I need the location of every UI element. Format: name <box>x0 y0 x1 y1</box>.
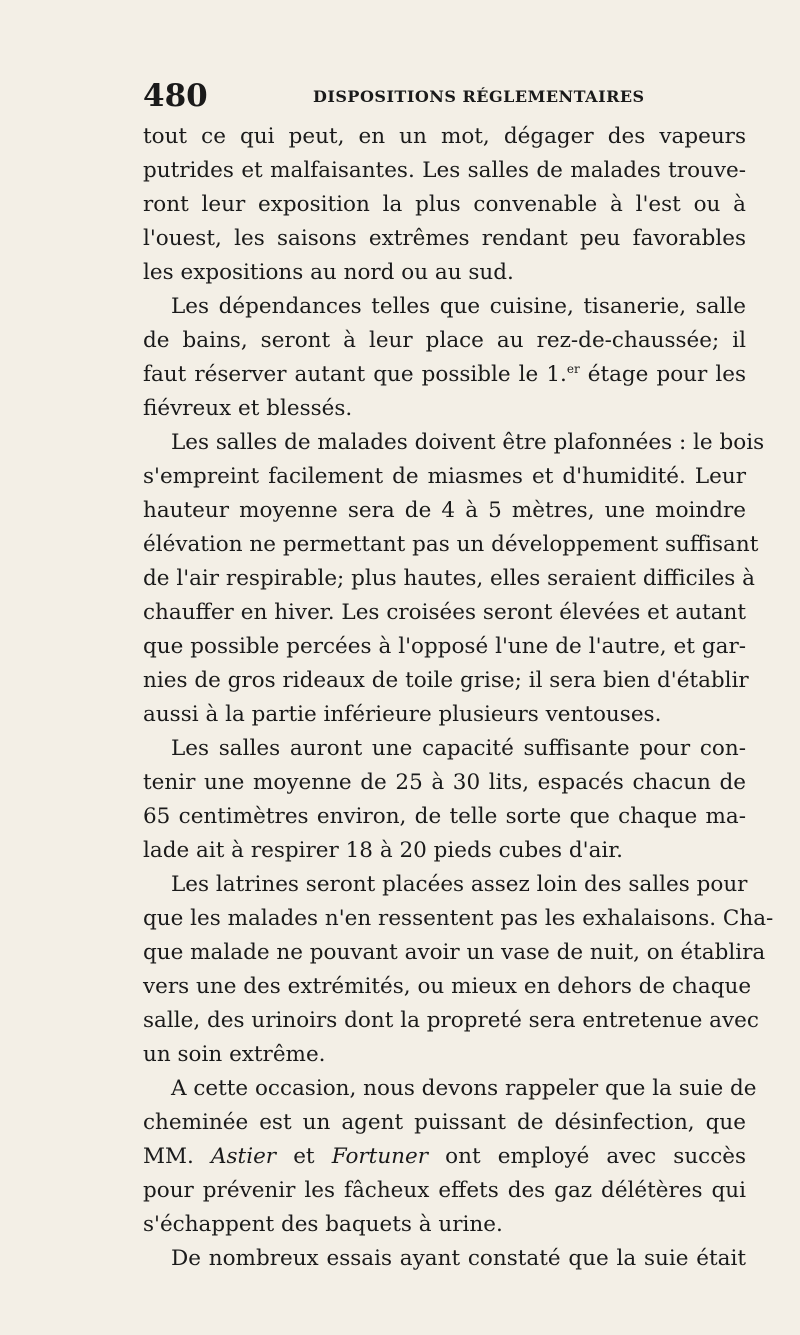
text-fragment: ont employé avec succès <box>428 1144 746 1169</box>
text-line: s'échappent des baquets à urine. <box>143 1212 503 1237</box>
text-line: fiévreux et blessés. <box>143 396 353 421</box>
text-line: pour prévenir les fâcheux effets des gaz délétères qui <box>143 1178 746 1203</box>
text-line: chauffer en hiver. Les croisées seront élevées et autant <box>143 600 746 625</box>
text-line: hauteur moyenne sera de 4 à 5 mètres, une moindre <box>143 498 746 523</box>
text-line: s'empreint facilement de miasmes et d'humidité. Leur <box>143 464 746 489</box>
text-line: A cette occasion, nous devons rappeler que la suie de <box>171 1076 757 1101</box>
text-line <box>143 358 746 392</box>
text-line: élévation ne permettant pas un développement suffisant <box>143 532 759 557</box>
text-line: Les latrines seront placées assez loin des salles pour <box>171 872 748 897</box>
page-number: 480 <box>143 78 208 114</box>
text-line: que les malades n'en ressentent pas les exhalaisons. Cha- <box>143 906 774 931</box>
superscript: er <box>566 361 580 376</box>
page-header <box>143 76 746 116</box>
text-line: putrides et malfaisantes. Les salles de malades trouve- <box>143 158 746 183</box>
text-line: Les salles de malades doivent être plafonnées : le bois <box>171 430 765 455</box>
text-line: que possible percées à l'opposé l'une de l'autre, et gar- <box>143 634 746 659</box>
text-line: lade ait à respirer 18 à 20 pieds cubes d'air. <box>143 838 624 863</box>
text-line: nies de gros rideaux de toile grise; il sera bien d'établir <box>143 668 749 693</box>
running-head: DISPOSITIONS RÉGLEMENTAIRES <box>313 87 645 106</box>
text-fragment: faut réserver autant que possible le 1. <box>143 362 567 387</box>
text-line: aussi à la partie inférieure plusieurs ventouses. <box>143 702 662 727</box>
text-line: vers une des extrémités, ou mieux en dehors de chaque <box>143 974 752 999</box>
text-line: de l'air respirable; plus hautes, elles seraient difficiles à <box>143 566 755 591</box>
text-line: les expositions au nord ou au sud. <box>143 260 514 285</box>
text-line: que malade ne pouvant avoir un vase de nuit, on établira <box>143 940 766 965</box>
text-line: de bains, seront à leur place au rez-de-chaussée; il <box>143 328 746 353</box>
body-text <box>143 120 774 1276</box>
text-line: tenir une moyenne de 25 à 30 lits, espacés chacun de <box>143 770 746 795</box>
text-line: De nombreux essais ayant constaté que la suie était <box>171 1246 746 1271</box>
text-line <box>143 1140 746 1174</box>
text-fragment: MM. <box>143 1144 211 1169</box>
text-line: Les dépendances telles que cuisine, tisanerie, salle <box>171 294 746 319</box>
text-line: ront leur exposition la plus convenable à l'est ou à <box>143 192 746 217</box>
text-line: un soin extrême. <box>143 1042 326 1067</box>
text-line: salle, des urinoirs dont la propreté sera entretenue avec <box>143 1008 759 1033</box>
italic-name: Fortuner <box>331 1144 429 1169</box>
text-fragment: et <box>276 1144 332 1169</box>
italic-name: Astier <box>211 1144 277 1169</box>
text-line: cheminée est un agent puissant de désinfection, que <box>143 1110 746 1135</box>
text-fragment: étage pour les <box>579 362 746 387</box>
text-line: Les salles auront une capacité suffisante pour con- <box>171 736 746 761</box>
text-line: 65 centimètres environ, de telle sorte que chaque ma- <box>143 804 746 829</box>
text-line: l'ouest, les saisons extrêmes rendant peu favorables <box>143 226 746 251</box>
text-line: tout ce qui peut, en un mot, dégager des vapeurs <box>143 124 746 149</box>
